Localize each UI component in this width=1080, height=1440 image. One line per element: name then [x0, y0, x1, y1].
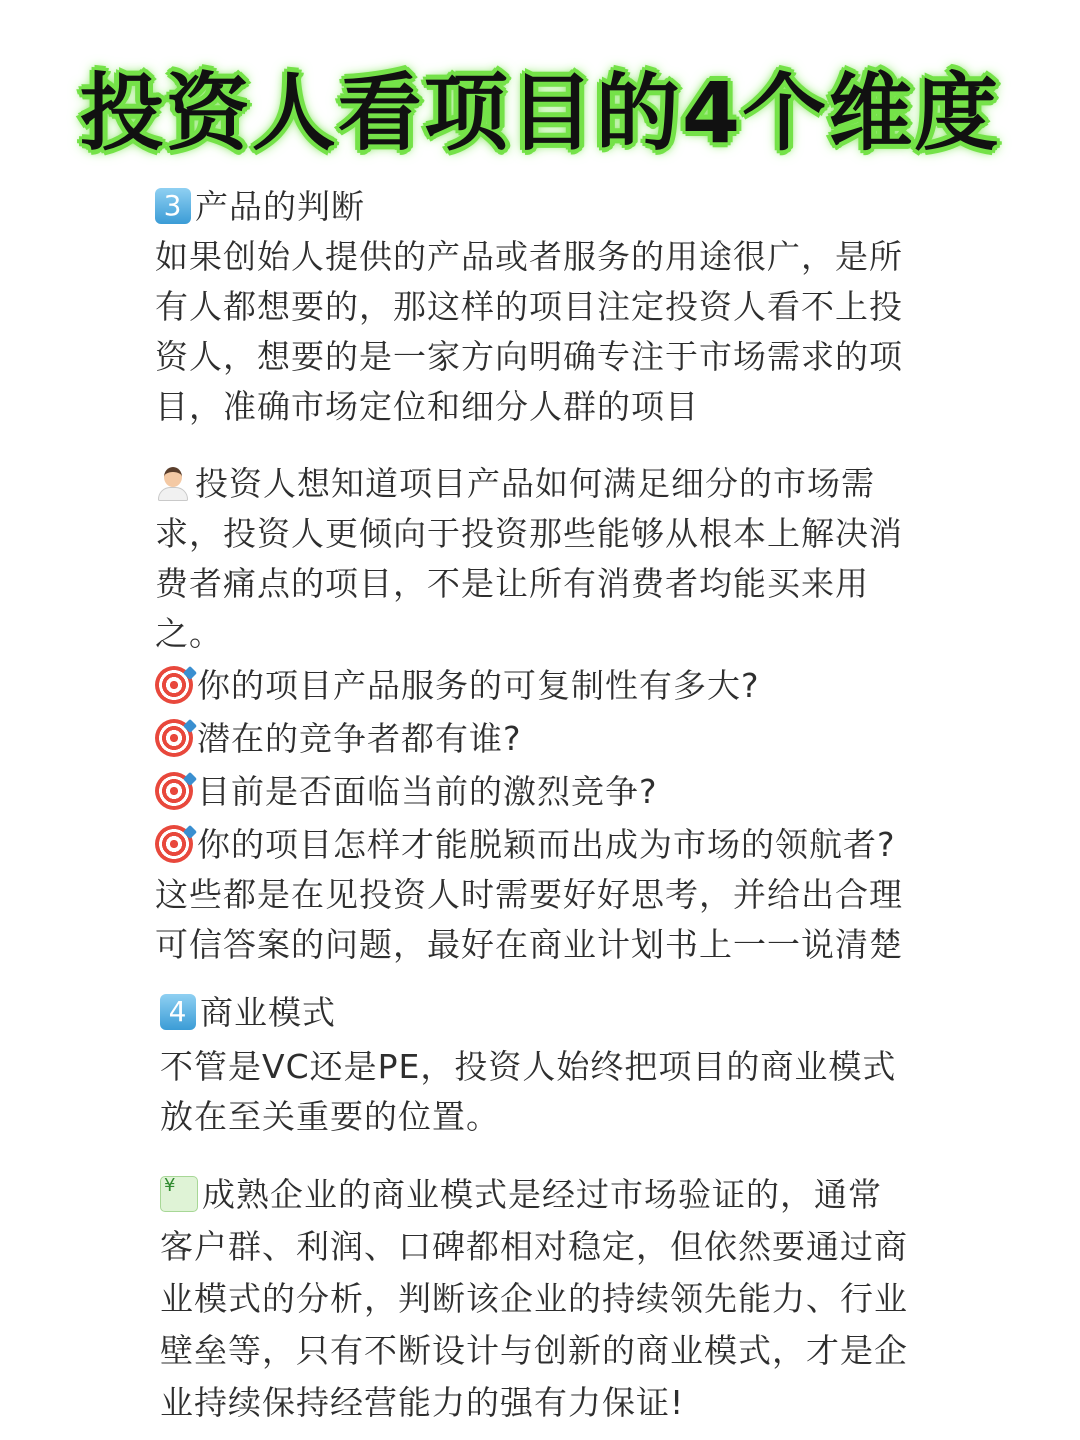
title-wrap: [0, 40, 1080, 173]
question-text: 你的项目怎样才能脱颖而出成为市场的领航者?: [197, 825, 896, 864]
paragraph-line-text: 成熟企业的商业模式是经过市场验证的，通常: [202, 1175, 882, 1214]
paragraph-line: 有人都想要的，那这样的项目注定投资人看不上投: [155, 287, 903, 326]
paragraph-line: 壁垒等，只有不断设计与创新的商业模式，才是企: [160, 1331, 908, 1370]
question-text: 你的项目产品服务的可复制性有多大?: [197, 666, 760, 705]
paragraph-line: 之。: [155, 614, 223, 653]
section-3-investor-view: [155, 459, 955, 970]
question-item: [155, 820, 955, 870]
paragraph-line: 不管是VC还是PE，投资人始终把项目的商业模式: [160, 1047, 897, 1086]
target-icon: [155, 772, 193, 810]
section-4-heading: [160, 988, 960, 1038]
paragraph-line: 费者痛点的项目，不是让所有消费者均能买来用: [155, 564, 869, 603]
paragraph-line: [160, 1170, 960, 1220]
section-4-heading-text: 商业模式: [200, 993, 336, 1032]
question-text: 目前是否面临当前的激烈竞争?: [197, 772, 658, 811]
question-item: [155, 661, 955, 711]
section-product-judgment: [155, 182, 955, 432]
question-item: [155, 767, 955, 817]
paragraph-line: [155, 459, 955, 509]
question-item: [155, 714, 955, 764]
section-business-model: [160, 988, 960, 1142]
paragraph-line: 如果创始人提供的产品或者服务的用途很广，是所: [155, 237, 903, 276]
section-3-heading: [155, 182, 955, 232]
yen-chart-icon: ¥: [160, 1176, 198, 1212]
target-icon: [155, 666, 193, 704]
businessman-icon: [155, 465, 191, 501]
target-icon: [155, 825, 193, 863]
page-title: 投资人看项目的4个维度: [79, 64, 1001, 162]
keycap-3-icon: 3: [155, 188, 191, 224]
target-icon: [155, 719, 193, 757]
section-3-heading-text: 产品的判断: [195, 187, 365, 226]
keycap-4-icon: 4: [160, 994, 196, 1030]
question-text: 潜在的竞争者都有谁?: [197, 719, 522, 758]
paragraph-line: 目，准确市场定位和细分人群的项目: [155, 387, 699, 426]
paragraph-line-text: 投资人想知道项目产品如何满足细分的市场需: [195, 464, 875, 503]
paragraph-line: 业模式的分析，判断该企业的持续领先能力、行业: [160, 1279, 908, 1318]
paragraph-line: 放在至关重要的位置。: [160, 1097, 500, 1136]
paragraph-line: 资人，想要的是一家方向明确专注于市场需求的项: [155, 337, 903, 376]
section-4-mature-business: [160, 1170, 960, 1428]
paragraph-line: 可信答案的问题，最好在商业计划书上一一说清楚: [155, 925, 903, 964]
paragraph-line: 求，投资人更倾向于投资那些能够从根本上解决消: [155, 514, 903, 553]
paragraph-line: 客户群、利润、口碑都相对稳定，但依然要通过商: [160, 1227, 908, 1266]
paragraph-line: 这些都是在见投资人时需要好好思考，并给出合理: [155, 875, 903, 914]
paragraph-line: 业持续保持经营能力的强有力保证!: [160, 1383, 685, 1422]
